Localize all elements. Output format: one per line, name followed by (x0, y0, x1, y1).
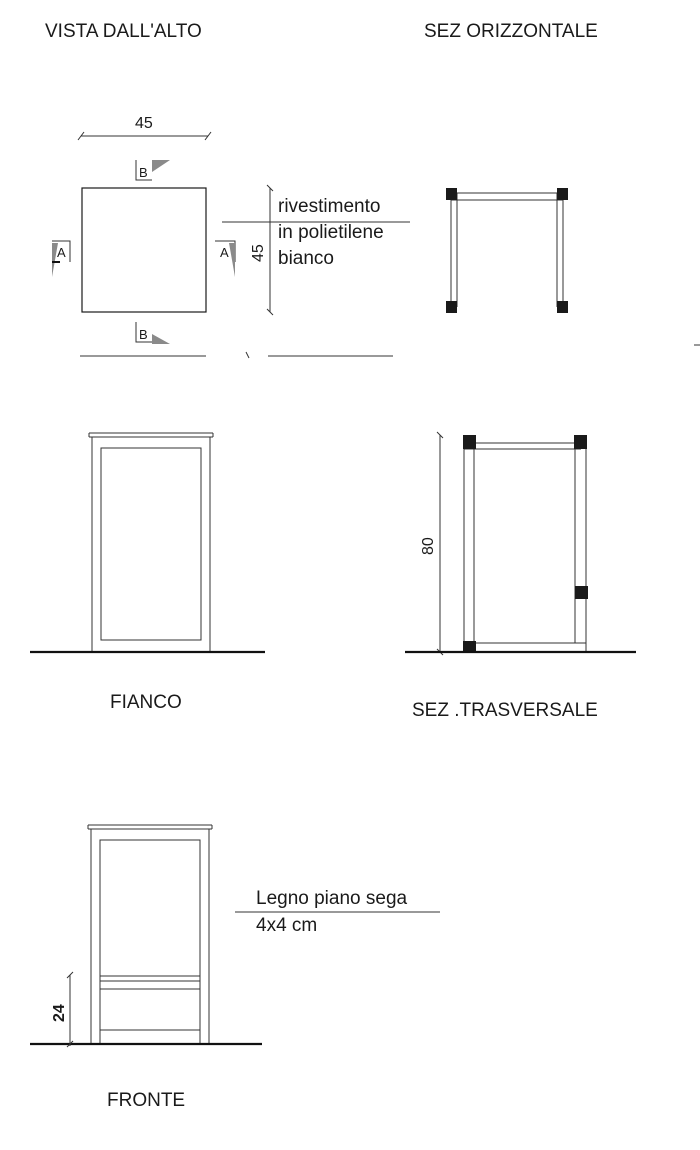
covering-note-line3: bianco (278, 248, 334, 269)
wood-note-line2: 4x4 cm (256, 915, 318, 936)
section-marker-a-right (215, 241, 235, 277)
lower-rail-dimension (51, 972, 73, 1047)
height-dimension (420, 432, 443, 655)
side-panel-outline (101, 448, 201, 640)
section-marker-b-top-label: B (139, 165, 148, 180)
title-front: FRONTE (107, 1090, 186, 1111)
title-transverse-section: SEZ .TRASVERSALE (412, 700, 598, 721)
wood-note-line1: Legno piano sega (256, 888, 408, 909)
side-view (30, 433, 265, 652)
transverse-section-view (405, 432, 636, 655)
post-bottom-left (446, 301, 457, 313)
section-marker-b-bottom (136, 322, 170, 344)
covering-note-line2: in polietilene (278, 222, 384, 243)
front-view (30, 825, 262, 1047)
top-depth-label: 45 (250, 244, 267, 262)
lower-rail-label: 24 (51, 1004, 68, 1022)
section-marker-a-left-label: A (57, 245, 66, 260)
height-label: 80 (420, 537, 437, 555)
top-depth-dimension (250, 185, 273, 315)
post-top-right (557, 188, 568, 200)
transverse-post-top-left (463, 435, 476, 449)
title-top-view: VISTA DALL'ALTO (45, 21, 202, 42)
transverse-post-top-right (574, 435, 587, 449)
horizontal-section-view (446, 188, 568, 313)
post-bottom-right (557, 301, 568, 313)
post-top-left (446, 188, 457, 200)
transverse-rail-right (575, 586, 588, 599)
table-top-outline (82, 188, 206, 312)
title-horizontal-section: SEZ ORIZZONTALE (424, 21, 598, 42)
section-marker-b-bottom-label: B (139, 327, 148, 342)
title-side: FIANCO (110, 692, 182, 713)
top-width-dimension (78, 115, 211, 140)
covering-note-line1: rivestimento (278, 196, 381, 217)
section-marker-b-top (136, 160, 170, 180)
section-marker-a-right-label: A (220, 245, 229, 260)
front-panel-outline (100, 840, 200, 976)
section-marker-a-left (52, 241, 70, 277)
top-width-label: 45 (135, 115, 153, 132)
